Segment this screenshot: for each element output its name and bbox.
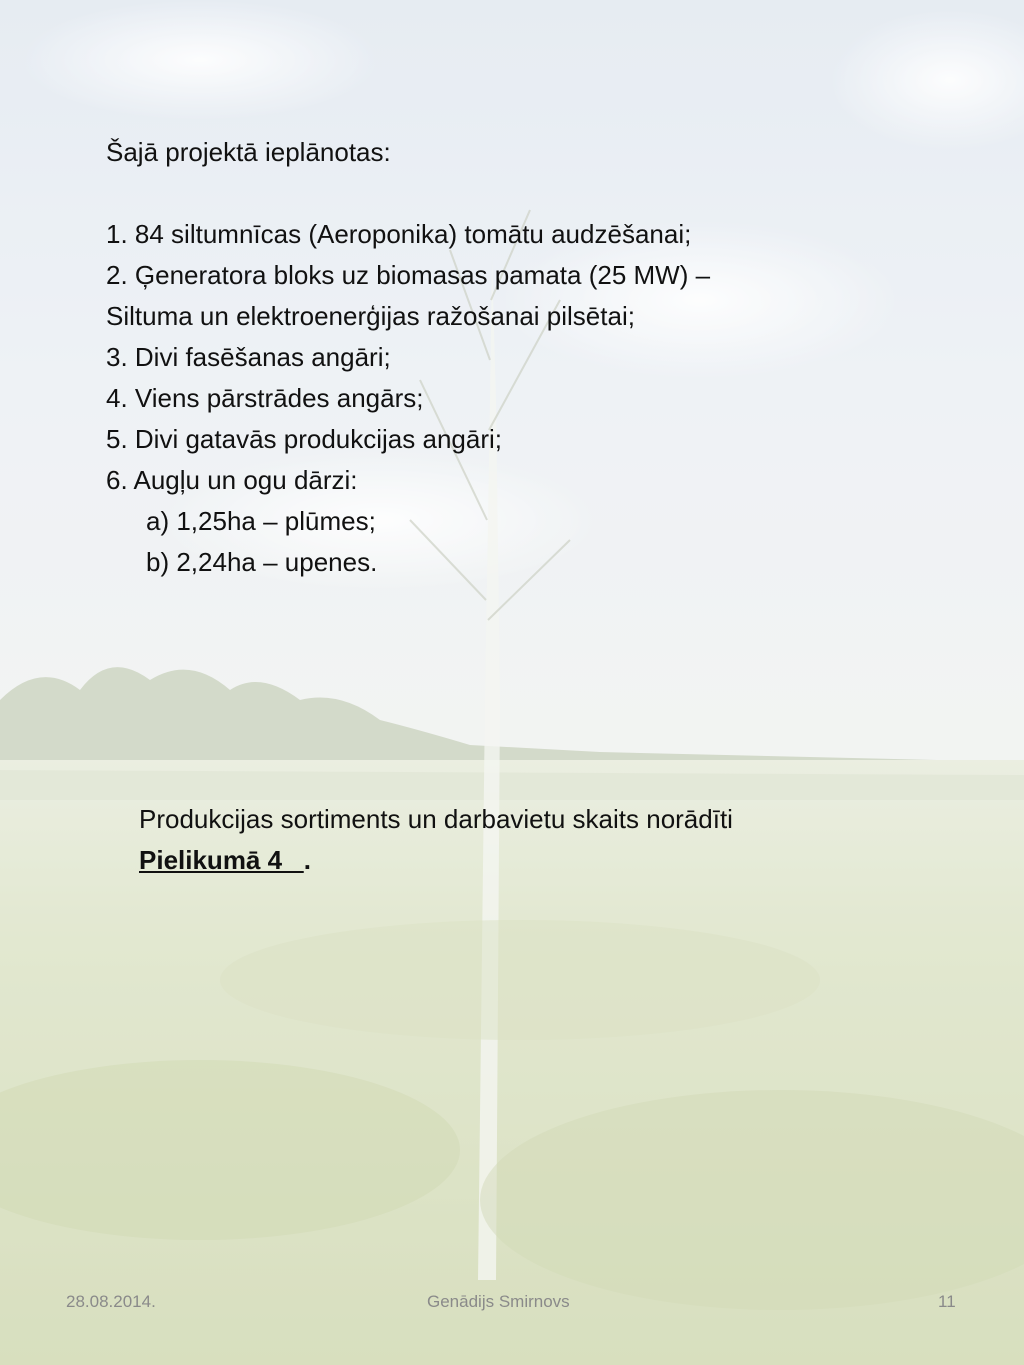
list-item-4: 4. Viens pārstrādes angārs; (106, 383, 424, 413)
footer-date: 28.08.2014. (66, 1292, 156, 1311)
footer-page-number: 11 (938, 1292, 956, 1311)
list-item-2-continued: Siltuma un elektroenerģijas ražošanai pilsētai; (106, 301, 635, 331)
intro-heading: Šajā projektā ieplānotas: (106, 137, 391, 167)
list-item-6: 6. Augļu un ogu dārzi: (106, 465, 358, 495)
sub-item-a: a) 1,25ha – plūmes; (146, 506, 376, 536)
note-suffix: . (303, 845, 311, 875)
list-item-1: 1. 84 siltumnīcas (Aeroponika) tomātu audzēšanai; (106, 219, 692, 249)
list-item-5: 5. Divi gatavās produkcijas angāri; (106, 424, 502, 454)
note-text: Produkcijas sortiments un darbavietu skaits norādīti (139, 804, 733, 834)
sub-item-b: b) 2,24ha – upenes. (146, 547, 378, 577)
note-reference (139, 840, 311, 880)
footer-author: Genādijs Smirnovs (427, 1292, 570, 1311)
list-item-2: 2. Ģeneratora bloks uz biomasas pamata (25 MW) – (106, 260, 711, 290)
appendix-link[interactable]: Pielikumā 4 (139, 845, 304, 875)
list-item-3: 3. Divi fasēšanas angāri; (106, 342, 391, 372)
